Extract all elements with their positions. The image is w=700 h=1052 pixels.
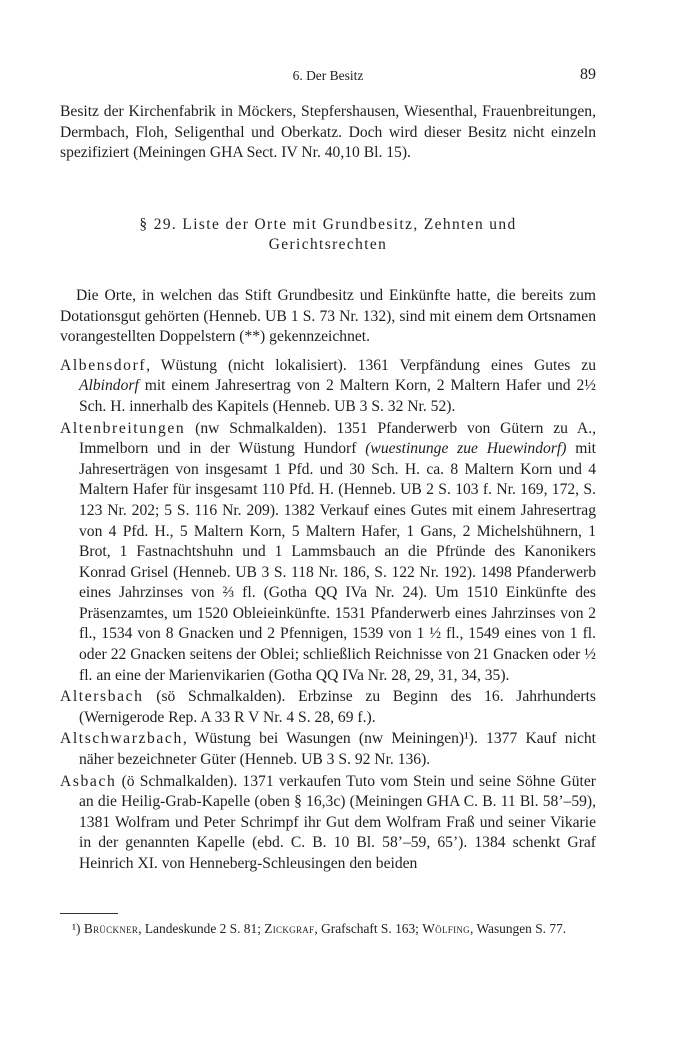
- footnote: [60, 920, 596, 939]
- place-entry-altenbreitungen: [60, 419, 596, 687]
- entry-italic-term: (wuestinunge zue Huewindorf): [365, 440, 567, 458]
- place-entry-altschwarzbach: [60, 729, 596, 770]
- entry-text: (sö Schmalkalden). Erbzinse zu Beginn des 16. Jahrhunderts (Wernigerode Rep. A 33 R V Nr. 4 S. 28, 69 f.).: [79, 688, 596, 726]
- footnote-text: , Grafschaft S. 163;: [314, 921, 423, 936]
- section-heading: [60, 215, 596, 256]
- place-entry-asbach: [60, 772, 596, 875]
- place-name: Altersbach: [60, 688, 144, 706]
- entry-text: , Wüstung (nicht lokalisiert). 1361 Verpfändung eines Gutes zu: [146, 356, 596, 374]
- footnote-author: Zickgraf: [264, 921, 315, 936]
- place-entry-albensdorf: [60, 356, 596, 418]
- entry-text: , Wüstung bei Wasungen (nw Meiningen)¹). 1377 Kauf nicht näher bezeichneter Güter (Henneb. UB 3 S. 92 Nr. 136).: [79, 730, 596, 769]
- entry-italic-term: Albindorf: [79, 377, 139, 395]
- place-name: Altenbreitungen: [60, 419, 186, 437]
- footnote-author: Wölfing: [422, 921, 470, 936]
- footnote-marker: ¹): [72, 921, 81, 936]
- place-name: Albensdorf: [60, 356, 147, 374]
- section-heading-line-2: Gerichtsrechten: [268, 236, 388, 254]
- page-number: 89: [580, 66, 596, 83]
- page-body: [60, 102, 596, 875]
- entry-text: mit einem Jahresertrag von 2 Maltern Korn, 2 Maltern Hafer und 2½ Sch. H. innerhalb des Kapitels (Henneb. UB 3 S. 32 Nr. 52).: [79, 377, 596, 415]
- footnote-text: , Wasungen S. 77.: [469, 921, 567, 936]
- footnote-divider: [60, 913, 118, 914]
- book-page: [60, 0, 596, 1052]
- section-heading-line-1: § 29. Liste der Orte mit Grundbesitz, Zehnten und: [139, 215, 517, 233]
- footnote-author: Brückner: [83, 921, 139, 936]
- chapter-title: 6. Der Besitz: [292, 68, 364, 83]
- intro-paragraph: Besitz der Kirchenfabrik in Möckers, Stepfershausen, Wiesenthal, Frauenbreitungen, Dermbach, Floh, Seligenthal und Oberkatz. Doch wird dieser Besitz nicht einzeln spezifiziert (Meiningen GHA Sect. IV Nr. 40,10 Bl. 15).: [60, 103, 596, 162]
- place-list: [60, 356, 596, 875]
- place-name: Altschwarzbach: [60, 730, 183, 748]
- lead-paragraph: Die Orte, in welchen das Stift Grundbesitz und Einkünfte hatte, die bereits zum Dotationsgut gehörten (Henneb. UB 1 S. 73 Nr. 132), sind mit einem dem Ortsnamen vorangestellten Doppelstern (**) gekennzeichnet.: [60, 286, 596, 346]
- entry-text: (nw Schmalkalden). 1351 Pfanderwerb von Gütern zu A., Immelborn und in der Wüstung Hundorf: [79, 419, 596, 458]
- entry-text: mit Jahreserträgen von insgesamt 1 Pfd. und 30 Sch. H. ca. 8 Maltern Korn und 4 Maltern Hafer für insgesamt 110 Pfd. H. (Henneb. UB 2 S. 103 f. Nr. 169, 172, S. 123 Nr. 202; 5 S. 116 Nr. 209). 1382 Verkauf eines Gutes mit einem Jahresertrag von 4 Pfd. H., 5 Maltern Korn, 5 Maltern Hafer, 1 Gans, 2 Michelshühnern, 1 Brot, 1 Fastnachtshuhn und 1 Lammsbauch an die Pfründe des Kanonikers Konrad Grisel (Henneb. UB 3 S. 118 Nr. 186, S. 122 Nr. 192). 1498 Pfanderwerb eines Jahrzinses von ⅔ fl. (Gotha QQ IVa Nr. 24). Um 1510 Einkünfte des Präsenzamtes, um 1520 Obleieinkünfte. 1531 Pfanderwerb eines Jahrzinses von 2 fl., 1534 von 8 Gnacken und 2 Pfennigen, 1539 von 1 ½ fl., 1549 eines von 1 fl. oder 22 Gnacken seitens der Oblei; schließlich Reichnisse von 21 Gnacken oder ½ fl. an eine der Marienvikarien (Gotha QQ IVa Nr. 28, 29, 31, 34, 35).: [79, 440, 596, 684]
- entry-text: (ö Schmalkalden). 1371 verkaufen Tuto vom Stein und seine Söhne Güter an die Heilig-Grab-Kapelle (oben § 16,3c) (Meiningen GHA C. B. 11 Bl. 58’–59), 1381 Wolfram und Peter Schrimpf ihr Gut dem Wolfram Fraß und seiner Vikarie in der genannten Kapelle (ebd. C. B. 10 Bl. 58’–59, 65’). 1384 schenkt Graf Heinrich XI. von Henneberg-Schleusingen den beiden: [79, 772, 596, 872]
- footnote-text: , Landeskunde 2 S. 81;: [138, 921, 265, 936]
- place-name: Asbach: [60, 772, 117, 790]
- place-entry-altersbach: [60, 687, 596, 728]
